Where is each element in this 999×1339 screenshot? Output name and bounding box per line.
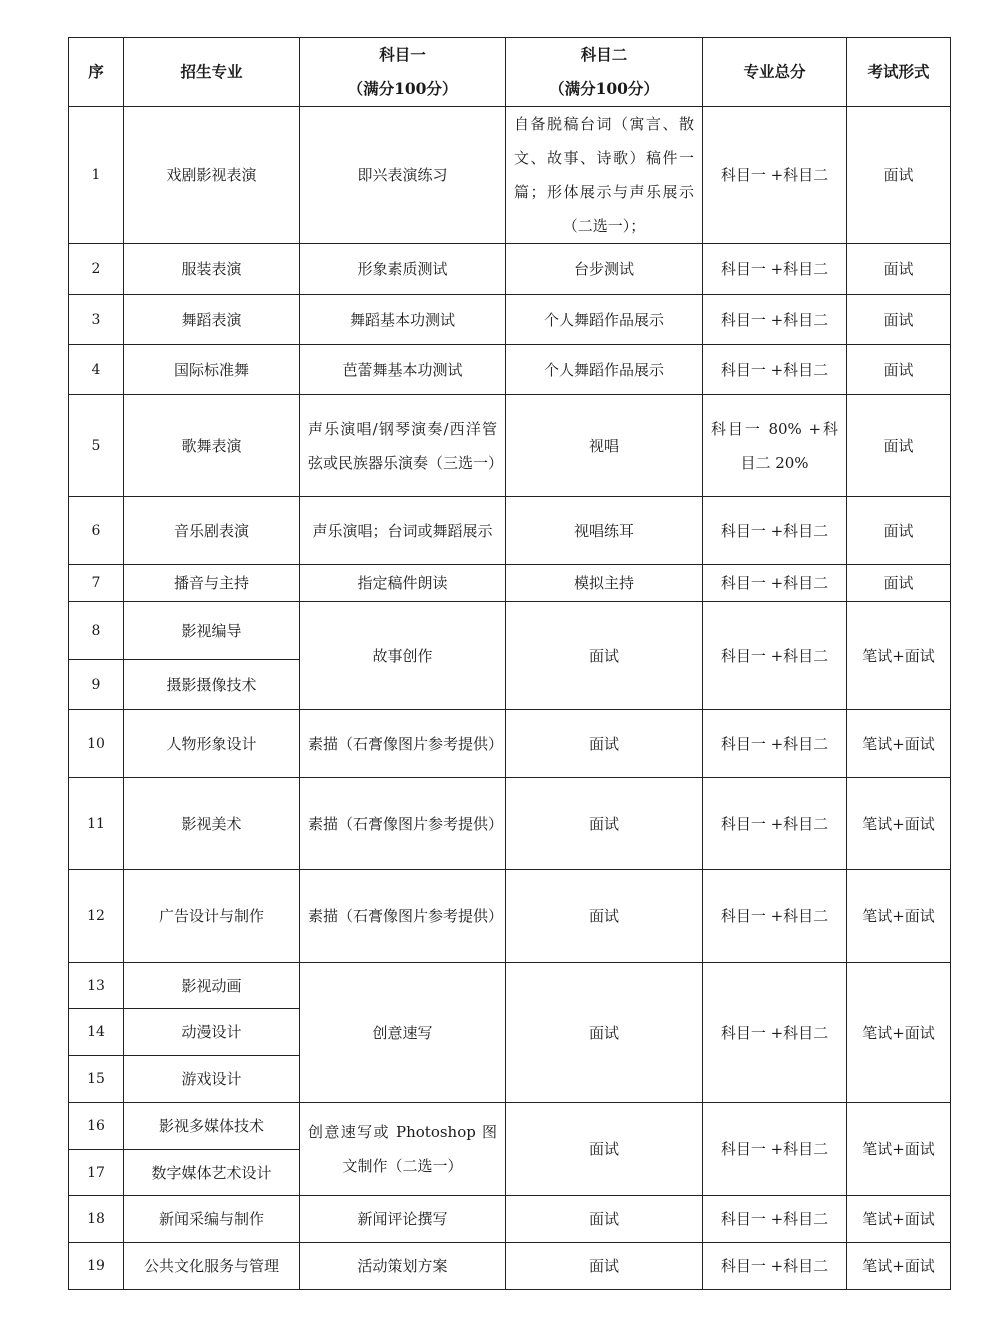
row-seq: 4: [69, 345, 124, 395]
row-subject1: 芭蕾舞基本功测试: [300, 345, 506, 395]
row-format: 面试: [847, 244, 951, 295]
row-major: 数字媒体艺术设计: [124, 1150, 300, 1196]
table-row: [69, 244, 951, 295]
table-row: [69, 1196, 951, 1243]
header-major: 招生专业: [124, 38, 300, 107]
row-format: 笔试+面试: [847, 710, 951, 778]
row-major: 舞蹈表演: [124, 295, 300, 345]
row-seq: 2: [69, 244, 124, 295]
row-subject1: 故事创作: [300, 602, 506, 710]
table-row: [69, 1103, 951, 1150]
table-row: [69, 1243, 951, 1290]
row-total: 科目一 +科目二: [703, 1196, 847, 1243]
row-total: 科目一 +科目二: [703, 345, 847, 395]
row-total: 科目一 +科目二: [703, 295, 847, 345]
row-seq: 13: [69, 963, 124, 1009]
table-row: [69, 602, 951, 660]
row-format: 笔试+面试: [847, 870, 951, 963]
row-format: 面试: [847, 565, 951, 602]
row-major: 影视美术: [124, 778, 300, 870]
row-seq: 7: [69, 565, 124, 602]
row-subject2: 模拟主持: [506, 565, 703, 602]
row-format: 笔试+面试: [847, 1243, 951, 1290]
row-total: 科目一 +科目二: [703, 244, 847, 295]
row-format: 笔试+面试: [847, 778, 951, 870]
row-major: 广告设计与制作: [124, 870, 300, 963]
row-subject1: [300, 710, 506, 778]
row-seq: 19: [69, 1243, 124, 1290]
row-seq: 12: [69, 870, 124, 963]
row-subject1: 即兴表演练习: [300, 107, 506, 244]
row-major: 公共文化服务与管理: [124, 1243, 300, 1290]
table-row: [69, 395, 951, 497]
row-subject2: [506, 107, 703, 244]
row-subject1: 指定稿件朗读: [300, 565, 506, 602]
row-subject2: 面试: [506, 870, 703, 963]
header-subject1-note: （满分100分）: [347, 79, 458, 98]
row-subject2: 台步测试: [506, 244, 703, 295]
header-row: [69, 38, 951, 107]
row-major: 歌舞表演: [124, 395, 300, 497]
row-seq: 5: [69, 395, 124, 497]
row-seq: 14: [69, 1009, 124, 1056]
row-subject1: [300, 778, 506, 870]
row-major: 音乐剧表演: [124, 497, 300, 565]
row-subject2-text: 自备脱稿台词（寓言、散文、故事、诗歌）稿件一篇；形体展示与声乐展示（二选一）；: [514, 115, 694, 235]
table-row: [69, 345, 951, 395]
row-major: 摄影摄像技术: [124, 660, 300, 710]
row-format: 面试: [847, 345, 951, 395]
header-seq: 序: [69, 38, 124, 107]
row-seq: 3: [69, 295, 124, 345]
table-row: [69, 497, 951, 565]
header-subject2: [506, 38, 703, 107]
row-subject1-text: 创意速写或 Photoshop 图文制作（二选一）: [308, 1123, 497, 1175]
row-subject1-text: 声乐演唱/钢琴演奏/西洋管弦或民族器乐演奏（三选一）: [308, 419, 504, 472]
header-total: 专业总分: [703, 38, 847, 107]
table-row: [69, 565, 951, 602]
row-seq: 8: [69, 602, 124, 660]
row-total: [703, 395, 847, 497]
row-seq: 1: [69, 107, 124, 244]
row-seq: 9: [69, 660, 124, 710]
row-seq: 15: [69, 1056, 124, 1103]
table-row: [69, 870, 951, 963]
row-major: 游戏设计: [124, 1056, 300, 1103]
row-subject1: 活动策划方案: [300, 1243, 506, 1290]
row-format: 面试: [847, 107, 951, 244]
row-subject1: 舞蹈基本功测试: [300, 295, 506, 345]
row-seq: 10: [69, 710, 124, 778]
row-seq: 17: [69, 1150, 124, 1196]
row-major: 国际标准舞: [124, 345, 300, 395]
row-subject1-text: 素描（石膏像图片参考提供）: [308, 734, 504, 753]
row-major: 影视动画: [124, 963, 300, 1009]
table-row: [69, 710, 951, 778]
row-major: 播音与主持: [124, 565, 300, 602]
row-total: 科目一 +科目二: [703, 778, 847, 870]
row-seq: 6: [69, 497, 124, 565]
row-subject2: 个人舞蹈作品展示: [506, 345, 703, 395]
header-subject2-title: 科目二: [580, 45, 628, 64]
row-major: 影视多媒体技术: [124, 1103, 300, 1150]
row-subject1-text: 素描（石膏像图片参考提供）: [308, 907, 504, 925]
row-subject1: 形象素质测试: [300, 244, 506, 295]
row-subject1: [300, 1103, 506, 1196]
header-subject1-title: 科目一: [379, 45, 426, 64]
row-subject2: 面试: [506, 710, 703, 778]
row-format: 笔试+面试: [847, 1103, 951, 1196]
row-major: 人物形象设计: [124, 710, 300, 778]
row-subject2: 面试: [506, 1243, 703, 1290]
row-total: 科目一 +科目二: [703, 1243, 847, 1290]
row-subject1-text: 素描（石膏像图片参考提供）: [308, 814, 504, 833]
row-subject1: [300, 395, 506, 497]
header-format: 考试形式: [847, 38, 951, 107]
row-subject2: 面试: [506, 778, 703, 870]
table-row: [69, 107, 951, 244]
row-subject2: 面试: [506, 1103, 703, 1196]
row-format: 笔试+面试: [847, 963, 951, 1103]
row-subject2: 个人舞蹈作品展示: [506, 295, 703, 345]
header-subject2-note: （满分100分）: [549, 79, 659, 98]
row-total: 科目一 +科目二: [703, 497, 847, 565]
row-subject1: 新闻评论撰写: [300, 1196, 506, 1243]
row-subject1-text: 声乐演唱；台词或舞蹈展示: [312, 521, 493, 540]
row-total: 科目一 +科目二: [703, 710, 847, 778]
row-major: 影视编导: [124, 602, 300, 660]
row-total-text: 科目一 80% +科目二 20%: [711, 419, 838, 472]
row-subject2: 面试: [506, 963, 703, 1103]
row-total: 科目一 +科目二: [703, 870, 847, 963]
row-major: 戏剧影视表演: [124, 107, 300, 244]
row-seq: 18: [69, 1196, 124, 1243]
row-subject2: 面试: [506, 1196, 703, 1243]
table-row: [69, 295, 951, 345]
row-subject1: [300, 497, 506, 565]
row-subject1: 创意速写: [300, 963, 506, 1103]
row-total: 科目一 +科目二: [703, 107, 847, 244]
header-subject1: [300, 38, 506, 107]
row-total: 科目一 +科目二: [703, 602, 847, 710]
row-total: 科目一 +科目二: [703, 1103, 847, 1196]
row-seq: 16: [69, 1103, 124, 1150]
row-subject2: 面试: [506, 602, 703, 710]
row-format: 面试: [847, 497, 951, 565]
row-total: 科目一 +科目二: [703, 565, 847, 602]
admission-exam-table: [68, 37, 951, 1290]
row-format: 笔试+面试: [847, 1196, 951, 1243]
row-major: 动漫设计: [124, 1009, 300, 1056]
row-subject2: 视唱: [506, 395, 703, 497]
table-row: [69, 778, 951, 870]
row-format: 面试: [847, 395, 951, 497]
row-subject2: 视唱练耳: [506, 497, 703, 565]
row-major: 新闻采编与制作: [124, 1196, 300, 1243]
row-format: 面试: [847, 295, 951, 345]
row-format: 笔试+面试: [847, 602, 951, 710]
table-row: [69, 963, 951, 1009]
row-major: 服装表演: [124, 244, 300, 295]
row-subject1: [300, 870, 506, 963]
row-seq: 11: [69, 778, 124, 870]
row-total: 科目一 +科目二: [703, 963, 847, 1103]
